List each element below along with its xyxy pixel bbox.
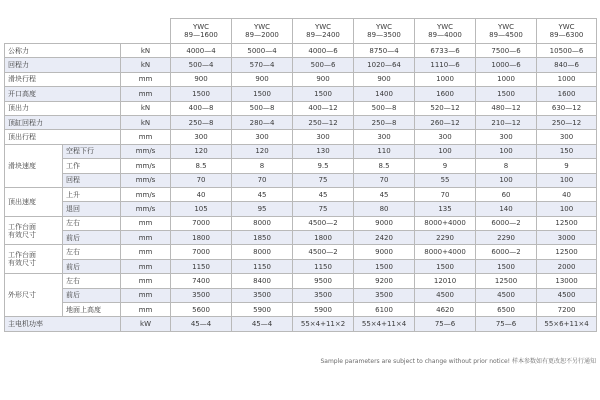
value-cell: 250—8 xyxy=(171,115,232,129)
spec-row xyxy=(5,173,597,187)
model-number: 89—1600 xyxy=(184,31,218,39)
value-cell: 2000 xyxy=(537,259,597,273)
value-cell: 6100 xyxy=(354,303,415,317)
value-cell: 840—6 xyxy=(537,58,597,72)
model-header xyxy=(537,19,597,44)
model-header xyxy=(415,19,476,44)
group-label: 工作台面 有效尺寸 xyxy=(5,245,63,274)
value-cell: 70 xyxy=(415,187,476,201)
param-label: 前后 xyxy=(63,259,121,273)
value-cell: 3000 xyxy=(537,231,597,245)
value-cell: 12010 xyxy=(415,274,476,288)
value-cell: 500—8 xyxy=(232,101,293,115)
value-cell: 250—12 xyxy=(537,115,597,129)
value-cell: 500—6 xyxy=(293,58,354,72)
value-cell: 3500 xyxy=(293,288,354,302)
value-cell: 1500 xyxy=(476,87,537,101)
model-series: YWC xyxy=(436,23,454,31)
unit-cell: kN xyxy=(121,115,171,129)
value-cell: 10500—6 xyxy=(537,44,597,58)
spec-row xyxy=(5,231,597,245)
value-cell: 13000 xyxy=(537,274,597,288)
value-cell: 7000 xyxy=(171,245,232,259)
model-series: YWC xyxy=(314,23,332,31)
value-cell: 4500 xyxy=(415,288,476,302)
value-cell: 70 xyxy=(354,173,415,187)
model-number: 89—2400 xyxy=(306,31,340,39)
value-cell: 75—6 xyxy=(476,317,537,331)
value-cell: 5900 xyxy=(293,303,354,317)
param-label: 公称力 xyxy=(5,44,121,58)
value-cell: 1500 xyxy=(476,259,537,273)
value-cell: 9000 xyxy=(354,216,415,230)
model-header-row xyxy=(5,19,597,44)
unit-cell: mm xyxy=(121,231,171,245)
value-cell: 1150 xyxy=(293,259,354,273)
group-label: 顶出速度 xyxy=(5,187,63,216)
spec-row xyxy=(5,317,597,331)
value-cell: 1400 xyxy=(354,87,415,101)
value-cell: 2290 xyxy=(476,231,537,245)
value-cell: 8000 xyxy=(232,216,293,230)
spec-row xyxy=(5,202,597,216)
unit-cell: mm/s xyxy=(121,187,171,201)
value-cell: 1500 xyxy=(354,259,415,273)
value-cell: 1000—6 xyxy=(476,58,537,72)
value-cell: 1600 xyxy=(537,87,597,101)
value-cell: 100 xyxy=(476,144,537,158)
value-cell: 110 xyxy=(354,144,415,158)
spec-row xyxy=(5,58,597,72)
model-number: 89—2000 xyxy=(245,31,279,39)
param-label: 开口高度 xyxy=(5,87,121,101)
unit-cell: mm xyxy=(121,274,171,288)
value-cell: 1110—6 xyxy=(415,58,476,72)
param-label: 地面上高度 xyxy=(63,303,121,317)
spec-row xyxy=(5,245,597,259)
value-cell: 9 xyxy=(415,159,476,173)
value-cell: 6000—2 xyxy=(476,216,537,230)
value-cell: 8 xyxy=(476,159,537,173)
value-cell: 45 xyxy=(354,187,415,201)
value-cell: 1800 xyxy=(171,231,232,245)
value-cell: 300 xyxy=(476,130,537,144)
value-cell: 8750—4 xyxy=(354,44,415,58)
header-corner xyxy=(5,19,171,44)
value-cell: 75 xyxy=(293,202,354,216)
value-cell: 140 xyxy=(476,202,537,216)
value-cell: 250—8 xyxy=(354,115,415,129)
table-header xyxy=(5,19,597,44)
value-cell: 150 xyxy=(537,144,597,158)
value-cell: 1020—64 xyxy=(354,58,415,72)
group-label: 工作台面 有效尺寸 xyxy=(5,216,63,245)
value-cell: 12500 xyxy=(537,216,597,230)
value-cell: 2420 xyxy=(354,231,415,245)
model-series: YWC xyxy=(375,23,393,31)
table-body xyxy=(5,44,597,332)
value-cell: 2290 xyxy=(415,231,476,245)
model-number: 89—3500 xyxy=(367,31,401,39)
value-cell: 3500 xyxy=(354,288,415,302)
value-cell: 1600 xyxy=(415,87,476,101)
spec-row xyxy=(5,72,597,86)
model-number: 89—4000 xyxy=(428,31,462,39)
param-label: 回程力 xyxy=(5,58,121,72)
value-cell: 1500 xyxy=(232,87,293,101)
value-cell: 1500 xyxy=(415,259,476,273)
spec-row xyxy=(5,187,597,201)
value-cell: 5600 xyxy=(171,303,232,317)
value-cell: 3500 xyxy=(232,288,293,302)
unit-cell: mm xyxy=(121,288,171,302)
spec-row xyxy=(5,144,597,158)
value-cell: 75 xyxy=(293,173,354,187)
value-cell: 45—4 xyxy=(232,317,293,331)
value-cell: 45 xyxy=(232,187,293,201)
value-cell: 80 xyxy=(354,202,415,216)
value-cell: 100 xyxy=(537,202,597,216)
value-cell: 300 xyxy=(415,130,476,144)
value-cell: 70 xyxy=(171,173,232,187)
value-cell: 1800 xyxy=(293,231,354,245)
value-cell: 630—12 xyxy=(537,101,597,115)
unit-cell: mm xyxy=(121,130,171,144)
value-cell: 60 xyxy=(476,187,537,201)
value-cell: 9.5 xyxy=(293,159,354,173)
value-cell: 300 xyxy=(232,130,293,144)
value-cell: 135 xyxy=(415,202,476,216)
value-cell: 1150 xyxy=(171,259,232,273)
model-header xyxy=(293,19,354,44)
spec-table xyxy=(4,18,597,332)
param-label: 上升 xyxy=(63,187,121,201)
group-label: 滑块速度 xyxy=(5,144,63,187)
value-cell: 4500—2 xyxy=(293,216,354,230)
value-cell: 45 xyxy=(293,187,354,201)
value-cell: 900 xyxy=(171,72,232,86)
spec-row xyxy=(5,115,597,129)
value-cell: 300 xyxy=(171,130,232,144)
unit-cell: kW xyxy=(121,317,171,331)
value-cell: 105 xyxy=(171,202,232,216)
spec-row xyxy=(5,87,597,101)
group-label: 外形尺寸 xyxy=(5,274,63,317)
spec-row xyxy=(5,216,597,230)
value-cell: 500—8 xyxy=(354,101,415,115)
param-label: 左右 xyxy=(63,216,121,230)
value-cell: 1500 xyxy=(293,87,354,101)
value-cell: 8000 xyxy=(232,245,293,259)
value-cell: 75—6 xyxy=(415,317,476,331)
value-cell: 1000 xyxy=(537,72,597,86)
value-cell: 5000—4 xyxy=(232,44,293,58)
spec-row xyxy=(5,130,597,144)
value-cell: 55 xyxy=(415,173,476,187)
value-cell: 480—12 xyxy=(476,101,537,115)
value-cell: 70 xyxy=(232,173,293,187)
spec-row xyxy=(5,274,597,288)
unit-cell: mm xyxy=(121,216,171,230)
param-label: 主电机功率 xyxy=(5,317,121,331)
value-cell: 210—12 xyxy=(476,115,537,129)
value-cell: 40 xyxy=(537,187,597,201)
model-header xyxy=(476,19,537,44)
param-label: 空程下行 xyxy=(63,144,121,158)
param-label: 左右 xyxy=(63,245,121,259)
value-cell: 900 xyxy=(354,72,415,86)
model-series: YWC xyxy=(192,23,210,31)
unit-cell: mm xyxy=(121,72,171,86)
value-cell: 260—12 xyxy=(415,115,476,129)
param-label: 顶出力 xyxy=(5,101,121,115)
spec-row xyxy=(5,101,597,115)
value-cell: 4500 xyxy=(537,288,597,302)
value-cell: 7200 xyxy=(537,303,597,317)
value-cell: 8.5 xyxy=(354,159,415,173)
model-header xyxy=(232,19,293,44)
model-series: YWC xyxy=(497,23,515,31)
footer-note: Sample parameters are subject to change without prior notice! 样本参数如有更改恕不另行通知 xyxy=(320,358,596,365)
value-cell: 40 xyxy=(171,187,232,201)
model-number: 89—6300 xyxy=(549,31,584,39)
value-cell: 9500 xyxy=(293,274,354,288)
param-label: 工作 xyxy=(63,159,121,173)
value-cell: 300 xyxy=(293,130,354,144)
value-cell: 9200 xyxy=(354,274,415,288)
model-header xyxy=(171,19,232,44)
value-cell: 7500—6 xyxy=(476,44,537,58)
value-cell: 570—4 xyxy=(232,58,293,72)
model-number: 89—4500 xyxy=(489,31,523,39)
param-label: 顶缸回程力 xyxy=(5,115,121,129)
value-cell: 7400 xyxy=(171,274,232,288)
value-cell: 400—8 xyxy=(171,101,232,115)
value-cell: 1850 xyxy=(232,231,293,245)
unit-cell: mm/s xyxy=(121,173,171,187)
param-label: 前后 xyxy=(63,231,121,245)
value-cell: 12500 xyxy=(537,245,597,259)
value-cell: 6000—2 xyxy=(476,245,537,259)
value-cell: 1000 xyxy=(476,72,537,86)
value-cell: 8000+4000 xyxy=(415,216,476,230)
value-cell: 100 xyxy=(476,173,537,187)
value-cell: 300 xyxy=(354,130,415,144)
value-cell: 4500—2 xyxy=(293,245,354,259)
model-series: YWC xyxy=(558,23,575,31)
value-cell: 130 xyxy=(293,144,354,158)
param-label: 顶出行程 xyxy=(5,130,121,144)
value-cell: 100 xyxy=(415,144,476,158)
unit-cell: mm xyxy=(121,303,171,317)
unit-cell: mm/s xyxy=(121,202,171,216)
unit-cell: kN xyxy=(121,44,171,58)
value-cell: 7000 xyxy=(171,216,232,230)
value-cell: 250—12 xyxy=(293,115,354,129)
unit-cell: mm/s xyxy=(121,144,171,158)
value-cell: 95 xyxy=(232,202,293,216)
param-label: 回程 xyxy=(63,173,121,187)
value-cell: 9000 xyxy=(354,245,415,259)
value-cell: 4000—6 xyxy=(293,44,354,58)
value-cell: 400—12 xyxy=(293,101,354,115)
value-cell: 1000 xyxy=(415,72,476,86)
value-cell: 8.5 xyxy=(171,159,232,173)
unit-cell: mm xyxy=(121,245,171,259)
value-cell: 280—4 xyxy=(232,115,293,129)
value-cell: 1150 xyxy=(232,259,293,273)
param-label: 左右 xyxy=(63,274,121,288)
spec-row xyxy=(5,259,597,273)
value-cell: 8 xyxy=(232,159,293,173)
value-cell: 6500 xyxy=(476,303,537,317)
value-cell: 500—4 xyxy=(171,58,232,72)
unit-cell: mm xyxy=(121,259,171,273)
value-cell: 120 xyxy=(232,144,293,158)
model-header xyxy=(354,19,415,44)
value-cell: 55×4+11×4 xyxy=(354,317,415,331)
value-cell: 6733—6 xyxy=(415,44,476,58)
value-cell: 55×6+11×4 xyxy=(537,317,597,331)
value-cell: 900 xyxy=(293,72,354,86)
param-label: 前后 xyxy=(63,288,121,302)
value-cell: 45—4 xyxy=(171,317,232,331)
value-cell: 8000+4000 xyxy=(415,245,476,259)
unit-cell: mm xyxy=(121,87,171,101)
value-cell: 520—12 xyxy=(415,101,476,115)
value-cell: 55×4+11×2 xyxy=(293,317,354,331)
value-cell: 5900 xyxy=(232,303,293,317)
value-cell: 300 xyxy=(537,130,597,144)
model-series: YWC xyxy=(253,23,271,31)
value-cell: 3500 xyxy=(171,288,232,302)
value-cell: 120 xyxy=(171,144,232,158)
value-cell: 1500 xyxy=(171,87,232,101)
unit-cell: mm/s xyxy=(121,159,171,173)
unit-cell: kN xyxy=(121,58,171,72)
value-cell: 4620 xyxy=(415,303,476,317)
param-label: 退回 xyxy=(63,202,121,216)
value-cell: 9 xyxy=(537,159,597,173)
param-label: 滑块行程 xyxy=(5,72,121,86)
value-cell: 900 xyxy=(232,72,293,86)
value-cell: 100 xyxy=(537,173,597,187)
unit-cell: kN xyxy=(121,101,171,115)
value-cell: 4000—4 xyxy=(171,44,232,58)
spec-row xyxy=(5,44,597,58)
value-cell: 12500 xyxy=(476,274,537,288)
value-cell: 8400 xyxy=(232,274,293,288)
spec-row xyxy=(5,288,597,302)
spec-row xyxy=(5,159,597,173)
value-cell: 4500 xyxy=(476,288,537,302)
spec-row xyxy=(5,303,597,317)
